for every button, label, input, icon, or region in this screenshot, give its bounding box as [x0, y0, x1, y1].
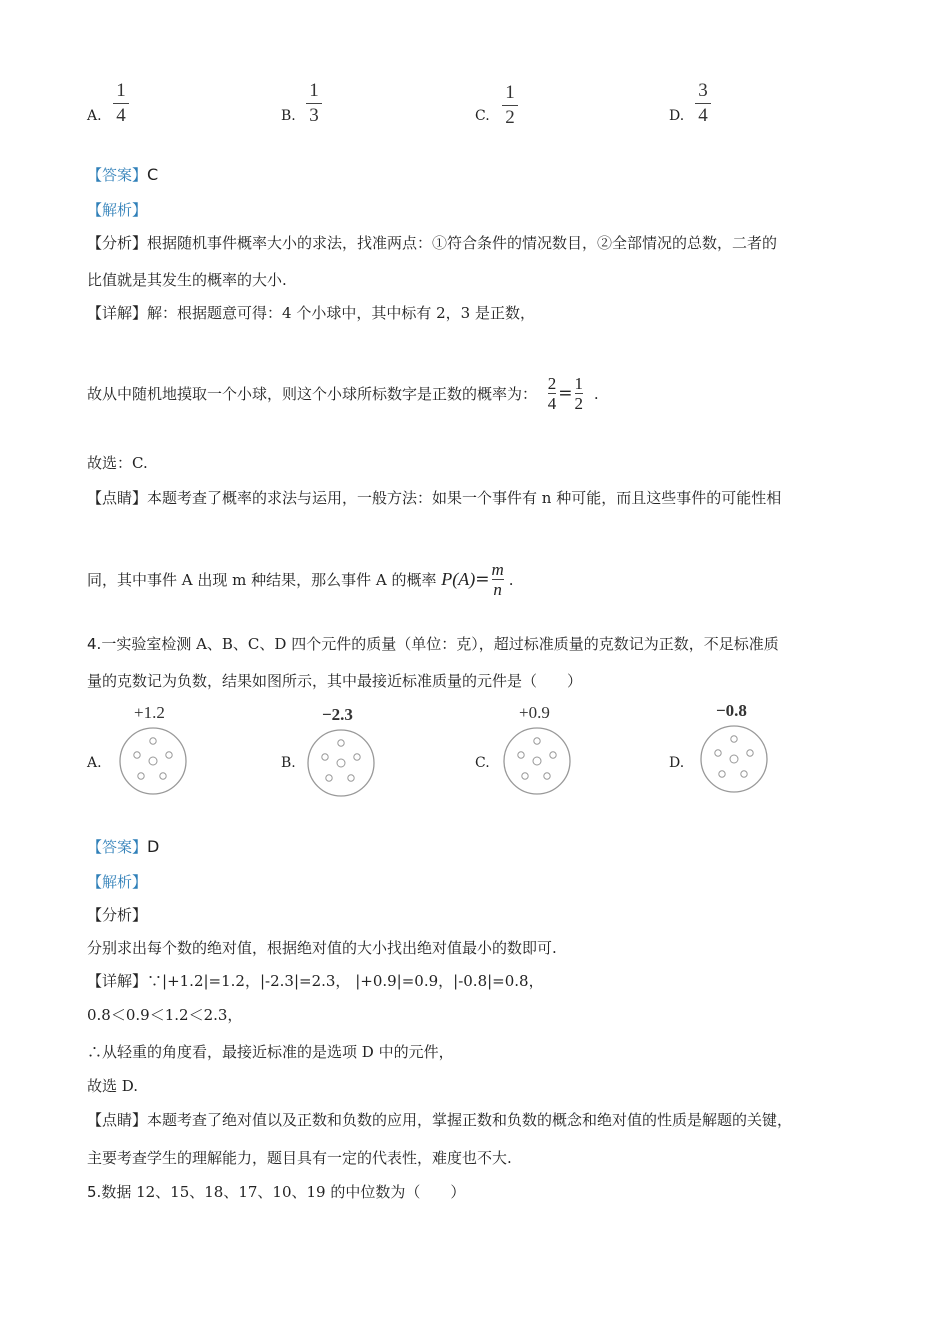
q4-therefore: ∴从轻重的角度看，最接近标准的是选项 D 中的元件，: [87, 1043, 454, 1061]
q3-option-a-letter: A.: [87, 108, 102, 124]
q4-answer: D: [147, 837, 160, 856]
q5-stem-line: [87, 1181, 465, 1202]
q4-dianjing-text-1: 本题考查了绝对值以及正数和负数的应用，掌握正数和负数的概念和绝对值的性质是解题的关键，: [147, 1111, 793, 1129]
q3-answer: C: [147, 165, 159, 184]
q3-prob-fraction-2: $\frac{1}{2}$: [574, 374, 584, 413]
q3-option-c-letter: C.: [475, 108, 490, 124]
q4-stem-2: 量的克数记为负数，结果如图所示，其中最接近标准质量的元件是（ ）: [87, 672, 583, 690]
q4-xiangjie-tag: 【详解】: [87, 972, 148, 990]
q4-analysis-tag: 【解析】: [87, 873, 148, 891]
q4-compare: 0.8＜0.9＜1.2＜2.3，: [87, 1006, 243, 1024]
q4-number: 4.: [87, 635, 102, 653]
q4-option-c-value: +0.9: [519, 703, 550, 722]
q4-option-b-disc-icon: [305, 727, 377, 799]
q3-option-c-fraction: 1 2: [502, 82, 518, 129]
q4-stem-line-1: [87, 633, 779, 654]
q5-number: 5.: [87, 1183, 102, 1201]
q4-option-a-letter: A.: [87, 755, 102, 771]
q3-formula-eq: =: [475, 569, 490, 590]
q4-dianjing-text-2: 主要考查学生的理解能力，题目具有一定的代表性，难度也不大.: [87, 1149, 512, 1167]
q3-option-b-letter: B.: [281, 108, 296, 124]
q3-formula-a: (A): [452, 569, 476, 589]
q3-xiangjie-tag: 【详解】: [87, 304, 148, 322]
q3-fenxi-line-1: [87, 232, 777, 253]
q3-formula-p: P: [441, 569, 453, 589]
q4-option-c-letter: C.: [475, 755, 490, 771]
q3-fenxi-tag: 【分析】: [87, 234, 148, 252]
q3-formula-end: .: [508, 570, 514, 589]
q3-prob-fraction-1: $\frac{2}{4}$: [547, 374, 557, 413]
q4-option-a-disc-icon: [117, 725, 189, 797]
q3-prob-end: .: [593, 384, 599, 403]
q4-option-b-value: −2.3: [322, 705, 353, 724]
q4-fenxi-tag: 【分析】: [87, 906, 148, 924]
q4-answer-tag: 【答案】: [87, 838, 148, 856]
q4-option-a-value: +1.2: [134, 703, 165, 722]
q4-option-c-disc-icon: [501, 725, 573, 797]
q3-fenxi-text-1: 根据随机事件概率大小的求法，找准两点：①符合条件的情况数目，②全部情况的总数，二者的: [147, 234, 778, 252]
q4-answer-line: [87, 836, 159, 857]
q3-analysis-tag: 【解析】: [87, 201, 148, 219]
q3-fenxi-text-2: 比值就是其发生的概率的大小.: [87, 271, 287, 289]
q3-option-a-fraction: 1 4: [113, 80, 129, 127]
q3-dianjing-line-2: [87, 560, 514, 599]
q4-option-d-value: −0.8: [716, 701, 747, 720]
q3-xiangjie-line: [87, 302, 535, 323]
q3-dianjing-text-2: 同，其中事件 A 出现 m 种结果，那么事件 A 的概率: [87, 571, 437, 589]
q3-dianjing-tag: 【点睛】: [87, 489, 148, 507]
q3-probability-line: [87, 374, 599, 413]
q3-prob-equals: =: [558, 383, 573, 404]
q3-answer-line: [87, 164, 158, 185]
q3-answer-tag: 【答案】: [87, 166, 148, 184]
q5-stem: 数据 12、15、18、17、10、19 的中位数为（ ）: [101, 1183, 466, 1201]
q3-prob-text: 故从中随机地摸取一个小球，则这个小球所标数字是正数的概率为：: [87, 385, 538, 403]
q4-xiangjie-text: ∵|+1.2|=1.2，|-2.3|=2.3， |+0.9|=0.9，|-0.8|=0.8，: [147, 972, 544, 990]
q4-option-b-letter: B.: [281, 755, 296, 771]
q4-xiangjie-line: [87, 970, 544, 991]
q4-option-d-disc-icon: [698, 723, 770, 795]
q3-formula-fraction: $\frac{m}{n}$: [491, 560, 504, 599]
q4-dianjing-tag: 【点睛】: [87, 1111, 148, 1129]
q4-fenxi-text: 分别求出每个数的绝对值，根据绝对值的大小找出绝对值最小的数即可.: [87, 939, 557, 957]
q3-option-b-fraction: 1 3: [306, 80, 322, 127]
q3-choose: 故选：C.: [87, 454, 148, 472]
q4-stem-1: 一实验室检测 A、B、C、D 四个元件的质量（单位：克），超过标准质量的克数记为正数，不足标准质: [101, 635, 779, 653]
q3-dianjing-line-1: [87, 487, 781, 508]
q3-option-d-fraction: 3 4: [695, 80, 711, 127]
q4-choose: 故选 D.: [87, 1077, 139, 1095]
q3-dianjing-text-1: 本题考查了概率的求法与运用，一般方法：如果一个事件有 n 种可能，而且这些事件的可能性相: [147, 489, 782, 507]
q4-option-d-letter: D.: [669, 755, 685, 771]
q3-xiangjie-text: 解：根据题意可得：4 个小球中，其中标有 2，3 是正数，: [147, 304, 535, 322]
q3-option-d-letter: D.: [669, 108, 685, 124]
q4-dianjing-line-1: [87, 1109, 792, 1130]
